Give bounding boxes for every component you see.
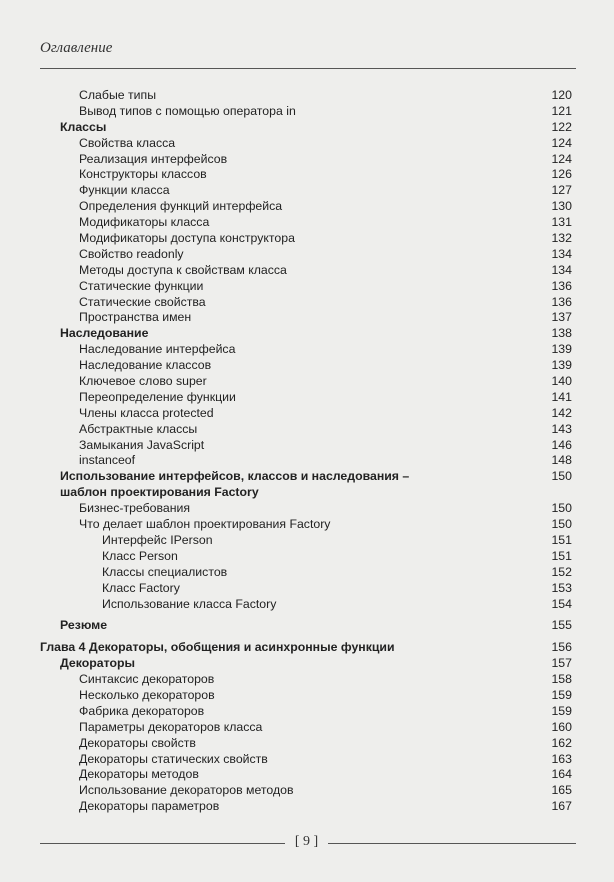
toc-entry-title: Декораторы методов	[79, 767, 199, 782]
toc-entry-title: Декораторы свойств	[79, 735, 196, 750]
toc-entry-page-number: 121	[551, 103, 572, 118]
toc-entry[interactable]	[0, 326, 614, 342]
toc-entry[interactable]	[0, 565, 614, 581]
toc-entry[interactable]	[0, 120, 614, 136]
toc-entry-title: Конструкторы классов	[79, 167, 207, 182]
toc-entry-page-number: 150	[551, 469, 572, 484]
toc-entry-page-number: 158	[551, 672, 572, 687]
toc-entry-page-number: 124	[551, 135, 572, 150]
toc-entry[interactable]	[0, 533, 614, 549]
toc-entry-title: Реализация интерфейсов	[79, 151, 228, 166]
toc-entry-page-number: 131	[551, 215, 572, 230]
toc-entry[interactable]	[0, 358, 614, 374]
toc-entry[interactable]	[0, 152, 614, 168]
toc-entry-page-number: 163	[551, 751, 572, 766]
toc-entry-page-number: 151	[551, 532, 572, 547]
toc-entry-title: Наследование классов	[79, 358, 212, 373]
toc-entry[interactable]	[0, 783, 614, 799]
footer-divider-left	[40, 843, 285, 844]
toc-entry-title: Слабые типы	[79, 88, 157, 102]
toc-entry-title: Использование класса Factory	[102, 596, 277, 611]
toc-entry-title: Класс Person	[102, 548, 178, 563]
toc-entry[interactable]	[0, 767, 614, 783]
toc-entry[interactable]	[0, 581, 614, 597]
toc-entry-title: Что делает шаблон проектирования Factory	[79, 517, 331, 532]
toc-entry-page-number: 136	[551, 278, 572, 293]
toc-entry-page-number: 167	[551, 799, 572, 814]
toc-entry[interactable]	[0, 183, 614, 199]
toc-entry[interactable]	[0, 799, 614, 815]
toc-entry-title: Переопределение функции	[79, 389, 236, 404]
toc-entry[interactable]	[0, 720, 614, 736]
toc-entry[interactable]	[0, 88, 614, 104]
toc-entry-title: Классы	[60, 119, 107, 134]
toc-entry-title: Вывод типов с помощью оператора in	[79, 103, 296, 118]
toc-entry-page-number: 137	[551, 310, 572, 325]
toc-entry-page-number: 154	[551, 596, 572, 611]
footer-divider-right	[328, 843, 576, 844]
toc-entry-page-number: 148	[551, 453, 572, 468]
toc-entry-page-number: 160	[551, 719, 572, 734]
toc-entry[interactable]	[0, 390, 614, 406]
toc-entry-page-number: 156	[551, 640, 572, 655]
toc-entry-page-number: 130	[551, 199, 572, 214]
toc-entry[interactable]	[0, 406, 614, 422]
toc-entry[interactable]	[0, 688, 614, 704]
table-of-contents	[0, 88, 614, 815]
toc-entry[interactable]	[0, 672, 614, 688]
toc-entry-page-number: 155	[551, 618, 572, 633]
toc-entry[interactable]	[0, 374, 614, 390]
toc-entry[interactable]	[0, 752, 614, 768]
toc-entry[interactable]	[0, 736, 614, 752]
toc-entry-page-number: 140	[551, 374, 572, 389]
toc-entry-title: Статические функции	[79, 278, 204, 293]
toc-entry-page-number: 165	[551, 783, 572, 798]
toc-entry[interactable]	[0, 704, 614, 720]
toc-entry[interactable]	[0, 438, 614, 454]
toc-entry-title: Наследование интерфейса	[79, 342, 236, 357]
toc-entry[interactable]	[0, 215, 614, 231]
toc-entry[interactable]	[0, 310, 614, 326]
toc-entry-page-number: 139	[551, 342, 572, 357]
toc-entry-page-number: 120	[551, 88, 572, 102]
toc-entry-page-number: 159	[551, 687, 572, 702]
toc-entry-page-number: 157	[551, 656, 572, 671]
toc-entry-page-number: 127	[551, 183, 572, 198]
toc-entry-page-number: 164	[551, 767, 572, 782]
toc-entry-title: Наследование	[60, 326, 149, 341]
toc-entry-page-number: 141	[551, 389, 572, 404]
toc-entry-title: Декораторы параметров	[79, 799, 220, 814]
toc-entry-page-number: 150	[551, 517, 572, 532]
toc-entry-page-number: 122	[551, 119, 572, 134]
toc-entry[interactable]	[0, 136, 614, 152]
toc-entry-page-number: 151	[551, 548, 572, 563]
toc-entry[interactable]	[0, 549, 614, 565]
toc-entry-title: Классы специалистов	[102, 564, 228, 579]
toc-entry-title: Класс Factory	[102, 580, 180, 595]
toc-entry-title: Методы доступа к свойствам класса	[79, 262, 287, 277]
toc-entry[interactable]	[0, 597, 614, 613]
toc-entry-title: Абстрактные классы	[79, 421, 198, 436]
header-divider	[40, 68, 576, 69]
toc-entry-title: Декораторы статических свойств	[79, 751, 268, 766]
toc-entry-title: Модификаторы класса	[79, 215, 210, 230]
toc-entry[interactable]	[0, 501, 614, 517]
toc-entry-page-number: 126	[551, 167, 572, 182]
page-number: [ 9 ]	[294, 834, 319, 849]
page-header-title: Оглавление	[40, 40, 113, 56]
toc-entry-title: Интерфейс IPerson	[102, 532, 213, 547]
toc-entry-title: Статические свойства	[79, 294, 206, 309]
toc-entry-page-number: 159	[551, 703, 572, 718]
toc-entry-title: Пространства имен	[79, 310, 192, 325]
toc-entry-page-number: 152	[551, 564, 572, 579]
toc-entry-title: Параметры декораторов класса	[79, 719, 263, 734]
toc-entry[interactable]	[0, 640, 614, 656]
toc-entry-title: Использование декораторов методов	[79, 783, 294, 798]
toc-entry-title: Синтаксис декораторов	[79, 672, 215, 687]
toc-entry-title: Члены класса protected	[79, 405, 214, 420]
toc-entry-page-number: 134	[551, 246, 572, 261]
toc-entry[interactable]	[0, 231, 614, 247]
toc-entry-page-number: 150	[551, 501, 572, 516]
toc-entry[interactable]	[0, 167, 614, 183]
toc-entry-title: Бизнес-требования	[79, 501, 191, 516]
toc-entry[interactable]	[0, 656, 614, 672]
toc-entry[interactable]	[0, 104, 614, 120]
toc-entry[interactable]	[0, 342, 614, 358]
toc-entry-title: Функции класса	[79, 183, 170, 198]
toc-entry[interactable]	[0, 199, 614, 215]
toc-entry-page-number: 132	[551, 231, 572, 246]
toc-entry-title: Модификаторы доступа конструктора	[79, 231, 295, 246]
toc-entry-page-number: 124	[551, 151, 572, 166]
toc-entry-title: Использование интерфейсов, классов и наследования – шаблон проектирования Factory	[60, 469, 410, 500]
toc-entry-page-number: 136	[551, 294, 572, 309]
toc-entry-title: Определения функций интерфейса	[79, 199, 283, 214]
toc-entry-page-number: 162	[551, 735, 572, 750]
toc-entry-page-number: 143	[551, 421, 572, 436]
toc-entry-title: Декораторы	[60, 656, 135, 671]
toc-entry-page-number: 134	[551, 262, 572, 277]
toc-entry-title: Ключевое слово super	[79, 374, 207, 389]
toc-entry-title: Резюме	[60, 618, 108, 633]
toc-entry-title: Несколько декораторов	[79, 687, 215, 702]
toc-entry-title: instanceof	[79, 453, 136, 468]
toc-entry[interactable]	[0, 247, 614, 263]
toc-entry-page-number: 142	[551, 405, 572, 420]
toc-entry[interactable]	[0, 295, 614, 311]
toc-entry[interactable]	[0, 422, 614, 438]
toc-entry-title: Свойство readonly	[79, 246, 184, 261]
toc-entry-page-number: 153	[551, 580, 572, 595]
toc-entry[interactable]	[0, 263, 614, 279]
toc-entry-page-number: 146	[551, 437, 572, 452]
toc-entry-title: Глава 4 Декораторы, обобщения и асинхронные функции	[40, 640, 395, 655]
toc-entry-page-number: 139	[551, 358, 572, 373]
toc-entry[interactable]	[0, 453, 614, 469]
toc-entry-title: Замыкания JavaScript	[79, 437, 205, 452]
toc-entry[interactable]	[0, 469, 614, 501]
toc-entry-title: Фабрика декораторов	[79, 703, 205, 718]
toc-entry[interactable]	[0, 517, 614, 533]
toc-entry[interactable]	[0, 279, 614, 295]
toc-entry-title: Свойства класса	[79, 135, 176, 150]
toc-entry-page-number: 138	[551, 326, 572, 341]
toc-entry[interactable]	[0, 618, 614, 634]
